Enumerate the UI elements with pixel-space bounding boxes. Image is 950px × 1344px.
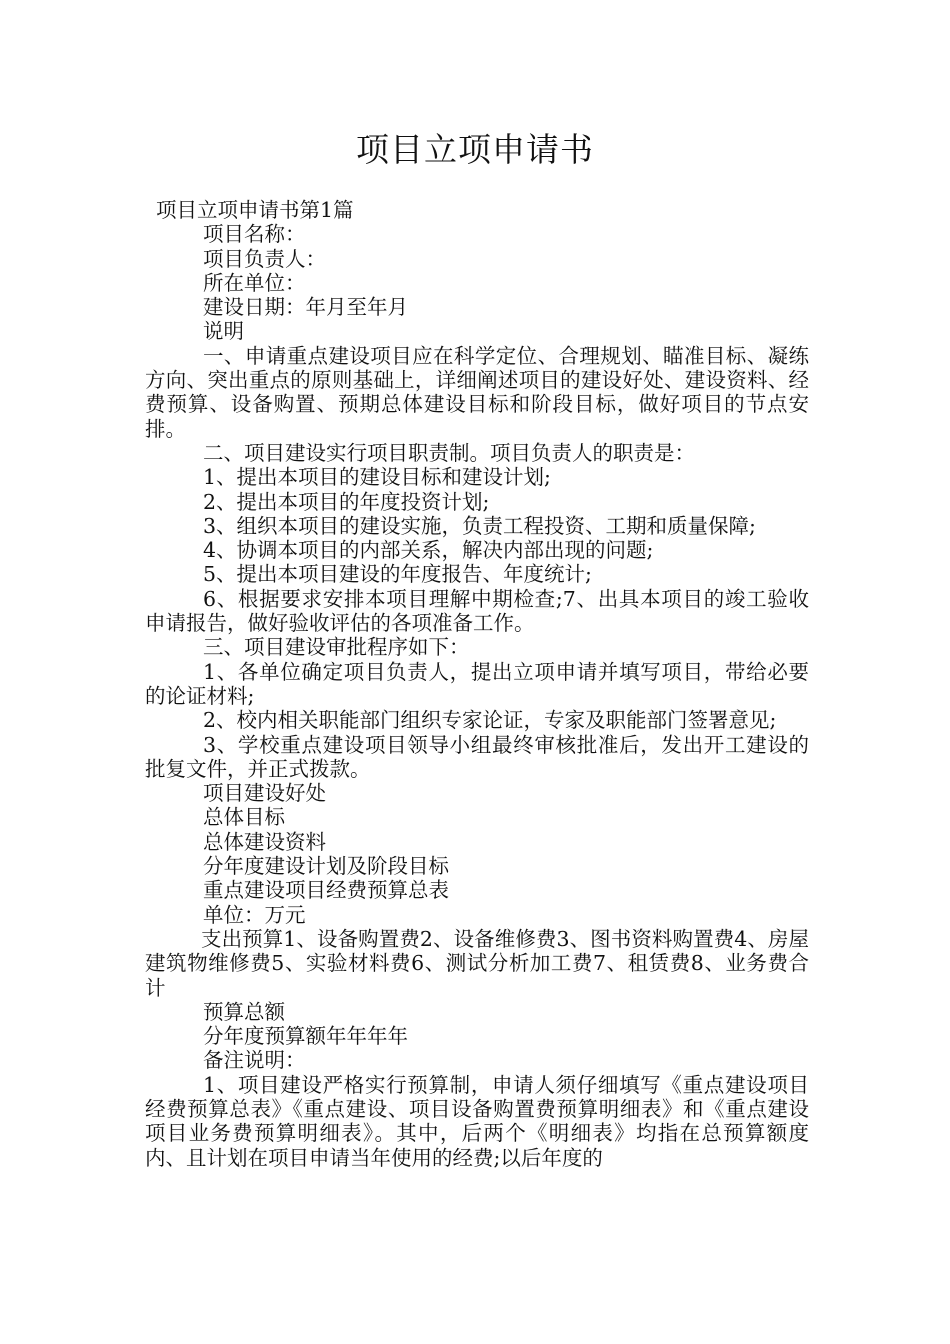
field-project-leader: 项目负责人： [203, 246, 326, 271]
notes-paragraph: 1、项目建设严格实行预算制，申请人须仔细填写《重点建设项目经费预算总表》《重点建设、项目设备购置费预算明细表》和《重点建设项目业务费预算明细表》。其中，后两个《明细表》均指在总预算额度内、且计划在项目申请当年使用的经费;以后年度的 [145, 1072, 809, 1170]
field-build-date: 建设日期：年月至年月 [203, 295, 408, 320]
annual-budget-label: 分年度预算额年年年年 [203, 1024, 408, 1049]
budget-items: 支出预算1、设备购置费2、设备维修费3、图书资料购置费4、房屋建筑物维修费5、实验材料费6、测试分析加工费7、租赁费8、业务费合计 [145, 926, 809, 1000]
section-heading: 总体建设资料 [203, 829, 326, 854]
document-title: 项目立项申请书 [356, 130, 594, 169]
field-unit: 所在单位： [203, 270, 306, 295]
list-item: 6、根据要求安排本项目理解中期检查;7、出具本项目的竣工验收申请报告，做好验收评估的各项准备工作。 [145, 586, 809, 636]
section-heading: 分年度建设计划及阶段目标 [203, 854, 449, 879]
list-item: 1、各单位确定项目负责人，提出立项申请并填写项目，带给必要的论证材料; [145, 659, 809, 708]
document-body [145, 198, 809, 1170]
list-item: 2、提出本项目的年度投资计划; [203, 489, 490, 514]
list-item: 3、组织本项目的建设实施，负责工程投资、工期和质量保障; [203, 513, 756, 538]
section-heading: 总体目标 [203, 805, 285, 830]
unit-label: 单位：万元 [203, 902, 306, 927]
list-item: 5、提出本项目建设的年度报告、年度统计; [203, 562, 592, 587]
field-project-name: 项目名称： [203, 222, 306, 247]
field-description-heading: 说明 [203, 319, 244, 344]
list-item: 1、提出本项目的建设目标和建设计划; [203, 465, 551, 490]
list-item: 2、校内相关职能部门组织专家论证，专家及职能部门签署意见; [203, 708, 777, 733]
section-heading: 重点建设项目经费预算总表 [203, 878, 449, 903]
section-heading: 项目建设好处 [203, 781, 326, 806]
notes-heading: 备注说明： [203, 1048, 306, 1073]
paragraph: 三、项目建设审批程序如下： [203, 635, 470, 660]
list-item: 3、学校重点建设项目领导小组最终审核批准后，发出开工建设的批复文件，并正式拨款。 [145, 732, 809, 781]
document-subtitle: 项目立项申请书第1篇 [156, 198, 354, 222]
paragraph: 一、申请重点建设项目应在科学定位、合理规划、瞄准目标、凝练方向、突出重点的原则基础上，详细阐述项目的建设好处、建设资料、经费预算、设备购置、预期总体建设目标和阶段目标，做好项目的节点安排。 [145, 343, 809, 441]
paragraph: 二、项目建设实行项目职责制。项目负责人的职责是： [203, 440, 695, 465]
budget-total-label: 预算总额 [203, 999, 285, 1024]
list-item: 4、协调本项目的内部关系，解决内部出现的问题; [203, 538, 654, 563]
